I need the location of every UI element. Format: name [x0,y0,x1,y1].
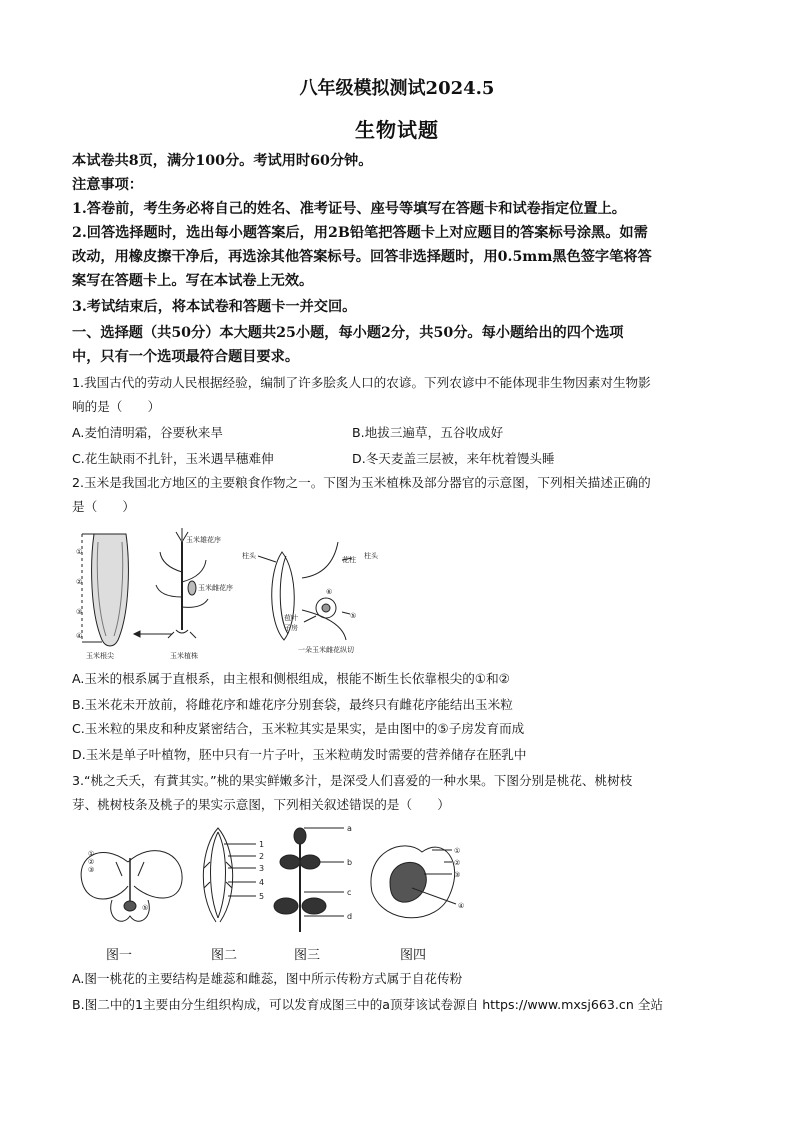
svg-text:①: ① [454,847,461,855]
q3-stem-b: 芽、桃树枝条及桃子的果实示意图，下列相关叙述错误的是（ ） [72,797,450,812]
svg-text:③: ③ [76,608,83,616]
svg-text:④: ④ [458,902,465,910]
label-stigma-left: 柱头 [242,552,256,560]
note-3: 3.考试结束后，将本试卷和答题卡一并交回。 [72,299,357,315]
note-2c: 案写在答题卡上。写在本试卷上无效。 [72,273,314,289]
svg-text:⑤: ⑤ [142,904,149,912]
label-male: 玉米雄花序 [186,536,221,544]
q2-stem-a: 2.玉米是我国北方地区的主要粮食作物之一。下图为玉米植株及部分器官的示意图，下列相关描述正确的 [72,475,651,490]
label-n1: 1 [259,840,265,849]
q1-option-b: B.地拔三遍草，五谷收成好 [352,425,504,440]
note-2a: 2.回答选择题时，选出每小题答案后，用2B铅笔把答题卡上对应题目的答案标号涂黑。如需 [72,225,648,241]
svg-text:①: ① [76,548,83,556]
label-b: b [347,858,353,867]
caption-fig4: 图四 [400,948,427,963]
svg-text:③: ③ [454,871,461,879]
q2-stem-b: 是（ ） [72,499,135,514]
svg-text:④: ④ [76,632,83,640]
intro-line: 本试卷共8页，满分100分。考试用时60分钟。 [72,153,373,169]
caption-fig1: 图一 [106,948,133,963]
q3-stem-a: 3.“桃之夭夭，有蕡其实。”桃的果实鲜嫩多汁，是深受人们喜爱的一种水果。下图分别是桃花、桃树枝 [72,773,633,788]
svg-text:①: ① [88,850,95,858]
label-root-tip: 玉米根尖 [86,652,114,660]
label-n3: 3 [259,864,265,873]
label-n2: 2 [259,852,265,861]
q1-option-a: A.麦怕清明霜，谷要秋来旱 [72,425,223,440]
note-2b: 改动，用橡皮擦干净后，再选涂其他答案标号。回答非选择题时，用0.5mm黑色签字笔将答 [72,249,652,265]
peach-figure [72,822,472,940]
page-subtitle: 生物试题 [355,118,439,142]
q1-option-c: C.花生缺雨不扎针，玉米遇旱穗难伸 [72,451,274,466]
label-stigma-right: 柱头 [364,552,378,560]
label-ovary: 子房 [284,624,298,632]
q2-option-c: C.玉米粒的果皮和种皮紧密结合，玉米粒其实是果实，是由图中的⑤子房发育而成 [72,721,525,736]
svg-text:②: ② [76,578,83,586]
svg-text:③: ③ [88,866,95,874]
q1-option-d: D.冬天麦盖三层被，来年枕着馒头睡 [352,451,555,466]
label-female: 玉米雌花序 [198,584,233,592]
corn-figure [72,522,392,662]
q3-option-b: B.图二中的1主要由分生组织构成，可以发育成图三中的a顶芽该试卷源自 https://www.mxsj663.cn 全站 [72,997,663,1012]
label-a: a [347,824,352,833]
label-section: 一朵玉米雌花纵切 [298,646,354,654]
caption-fig2: 图二 [211,948,238,963]
svg-text:⑥: ⑥ [326,588,333,596]
label-n5: 5 [259,892,265,901]
q2-option-a: A.玉米的根系属于直根系，由主根和侧根组成，根能不断生长依靠根尖的①和② [72,671,510,686]
q1-stem-a: 1.我国古代的劳动人民根据经验，编制了许多脍炙人口的农谚。下列农谚中不能体现非生物因素对生物影 [72,375,651,390]
label-bract: 苞叶 [284,614,298,622]
label-c: c [347,888,352,897]
caption-fig3: 图三 [294,948,321,963]
section-heading-a: 一、选择题（共50分）本大题共25小题，每小题2分，共50分。每小题给出的四个选项 [72,325,624,341]
q2-option-d: D.玉米是单子叶植物，胚中只有一片子叶，玉米粒萌发时需要的营养储存在胚乳中 [72,747,527,762]
svg-text:②: ② [88,858,95,866]
q3-option-a: A.图一桃花的主要结构是雄蕊和雌蕊，图中所示传粉方式属于自花传粉 [72,971,463,986]
label-plant: 玉米植株 [170,652,198,660]
note-1: 1.答卷前，考生务必将自己的姓名、准考证号、座号等填写在答题卡和试卷指定位置上。 [72,201,626,217]
svg-text:②: ② [454,859,461,867]
notes-heading: 注意事项： [72,177,143,193]
label-n4: 4 [259,878,265,887]
page-title: 八年级模拟测试2024.5 [299,78,495,99]
q2-option-b: B.玉米花未开放前，将雌花序和雄花序分别套袋，最终只有雌花序能结出玉米粒 [72,697,513,712]
section-heading-b: 中，只有一个选项最符合题目要求。 [72,349,300,365]
label-style: 花柱 [342,556,356,564]
label-d: d [347,912,353,921]
q1-stem-b: 响的是（ ） [72,399,161,414]
svg-text:⑤: ⑤ [350,612,357,620]
